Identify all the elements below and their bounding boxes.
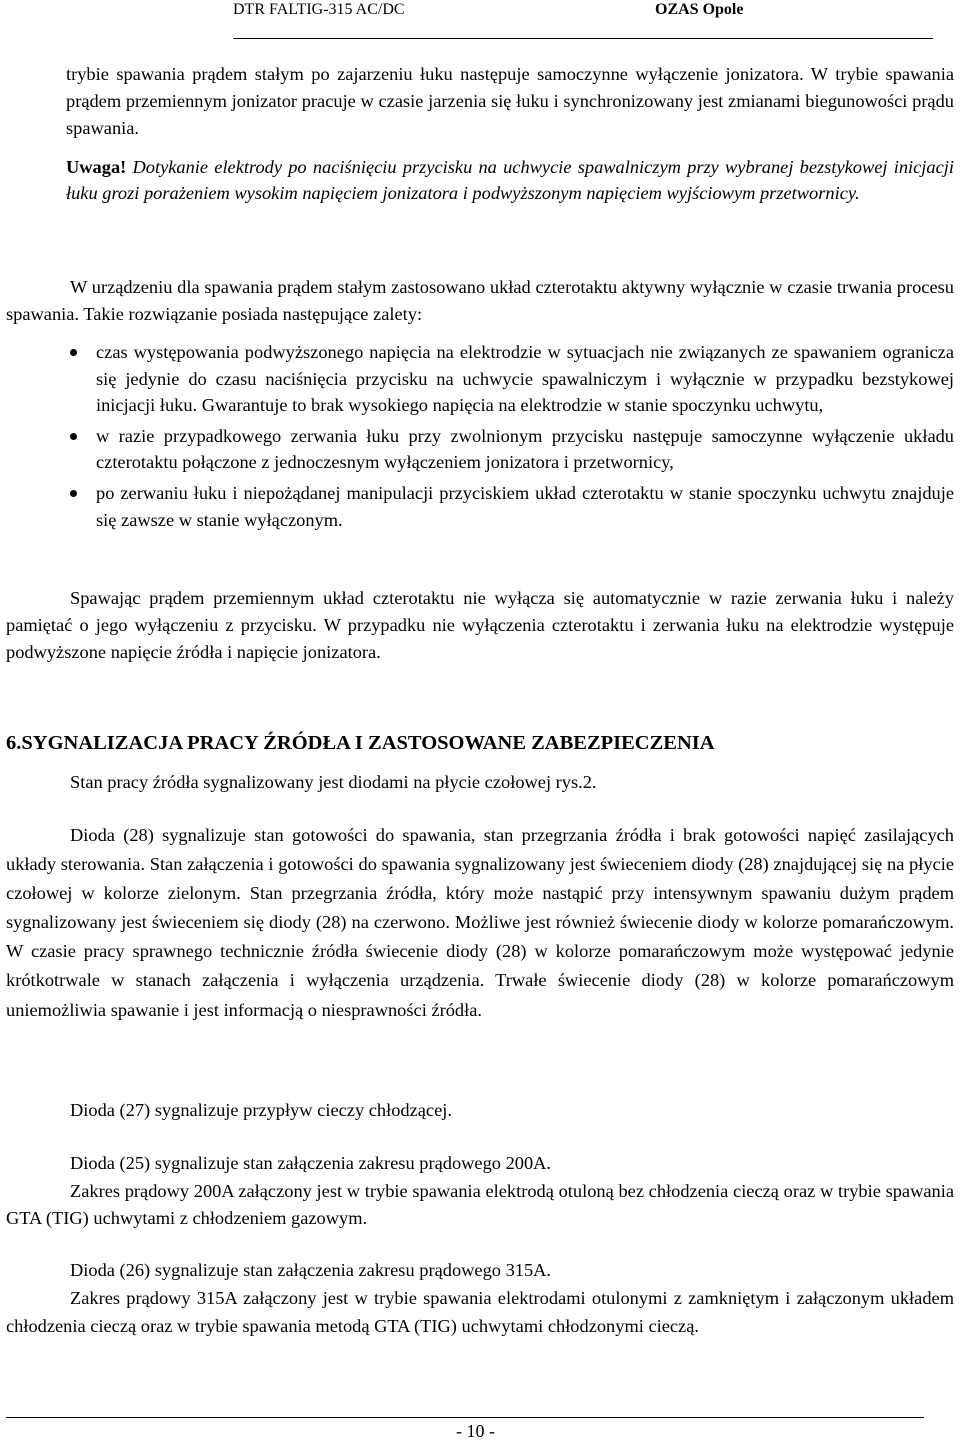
paragraph-signal-intro: Stan pracy źródła sygnalizowany jest diodami na płycie czołowej rys.2. (70, 772, 597, 792)
list-item-text: czas występowania podwyższonego napięcia na elektrodzie w sytuacjach nie związanych ze spawaniem ogranicza się jedynie do czasu naciśnięcia przycisku na uchwycie spawalniczym i wyłącznie w przypadku bezstykowej inicjacji łuku. Gwarantuje to brak wysokiego napięcia na elektrodzie w stanie spoczynku uchwytu, (96, 342, 954, 416)
list-item-text: po zerwaniu łuku i niepożądanej manipulacji przyciskiem układ czterotaktu w stanie spoczynku uchwytu znajduje się zawsze w stanie wyłączonym. (96, 482, 954, 530)
list-item (96, 423, 954, 476)
footer-rule (6, 1417, 924, 1418)
header-rule (233, 38, 933, 39)
bullet-icon (70, 490, 77, 497)
list-item-text: w razie przypadkowego zerwania łuku przy zwolnionym przycisku następuje samoczynne wyłączenie układu czterotaktu połączone z jednoczesnym wyłączeniem jonizatora i przetwornicy, (96, 425, 954, 473)
paragraph-diode-28: Dioda (28) sygnalizuje stan gotowości do spawania, stan przegrzania źródła i brak gotowości napięć zasilających układy sterowania. Stan załączenia i gotowości do spawania sygnalizowany jest świeceniem diody (28) znajdującej się na płycie czołowej w kolorze zielonym. Stan przegrzania źródła, który może nastąpić przy intensywnym spawaniu dużym prądem sygnalizowany jest świeceniem się diody (28) na czerwono. Możliwe jest również świecenie diody w kolorze pomarańczowym. W czasie pracy sprawnego technicznie źródła świecenie diody (28) w kolorze pomarańczowym może występować jedynie krótkotrwale w stanach załączenia i wyłączenia urządzenia. Trwałe świecenie diody (28) w kolorze pomarańczowym uniemożliwia spawanie i jest informacją o niesprawności źródła. (6, 825, 954, 1020)
page-number: - 10 - (456, 1421, 495, 1441)
paragraph-diode-27: Dioda (27) sygnalizuje przypływ cieczy chłodzącej. (70, 1100, 452, 1120)
paragraph-ac-welding: Spawając prądem przemiennym układ czterotaktu nie wyłącza się automatycznie w razie zerwania łuku i należy pamiętać o jego wyłączeniu z przycisku. W przypadku nie wyłączenia czterotaktu i zerwania łuku na elektrodzie występuje podwyższone napięcie źródła i napięcie jonizatora. (6, 588, 954, 663)
bullet-icon (70, 349, 77, 356)
paragraph-range-315a: Zakres prądowy 315A załączony jest w trybie spawania elektrodami otulonymi z zamkniętym i załączonym układem chłodzenia cieczą oraz w trybie spawania metodą GTA (TIG) uchwytami chłodzonymi cieczą. (6, 1288, 954, 1336)
section-title: 6.SYGNALIZACJA PRACY ŹRÓDŁA I ZASTOSOWANE ZABEZPIECZENIA (6, 732, 715, 754)
paragraph-ionizer: trybie spawania prądem stałym po zajarzeniu łuku następuje samoczynne wyłączenie jonizatora. W trybie spawania prądem przemiennym jonizator pracuje w czasie jarzenia się łuku i synchronizowany jest zmianami biegunowości prądu spawania. (66, 64, 954, 138)
page-header (0, 0, 960, 22)
bullet-icon (70, 433, 77, 440)
list-item (96, 480, 954, 533)
paragraph-diode-25: Dioda (25) sygnalizuje stan załączenia zakresu prądowego 200A. (70, 1153, 552, 1173)
warning-label: Uwaga! (66, 157, 127, 177)
paragraph-four-stroke: W urządzeniu dla spawania prądem stałym zastosowano układ czterotaktu aktywny wyłącznie w czasie trwania procesu spawania. Takie rozwiązanie posiada następujące zalety: (6, 277, 954, 324)
header-left-title: DTR FALTIG-315 AC/DC (233, 1, 405, 18)
list-item (96, 339, 954, 419)
advantages-list (96, 339, 954, 533)
warning-paragraph (66, 154, 954, 206)
header-right-company: OZAS Opole (655, 1, 744, 18)
paragraph-diode-26: Dioda (26) sygnalizuje stan załączenia zakresu prądowego 315A. (70, 1260, 552, 1280)
paragraph-range-200a: Zakres prądowy 200A załączony jest w trybie spawania elektrodą otuloną bez chłodzenia cieczą oraz w trybie spawania GTA (TIG) uchwytami z chłodzeniem gazowym. (6, 1181, 954, 1228)
warning-text: Dotykanie elektrody po naciśnięciu przycisku na uchwycie spawalniczym przy wybranej bezstykowej inicjacji łuku grozi porażeniem wysokim napięciem jonizatora i podwyższonym napięciem wyjściowym przetwornicy. (66, 157, 954, 203)
